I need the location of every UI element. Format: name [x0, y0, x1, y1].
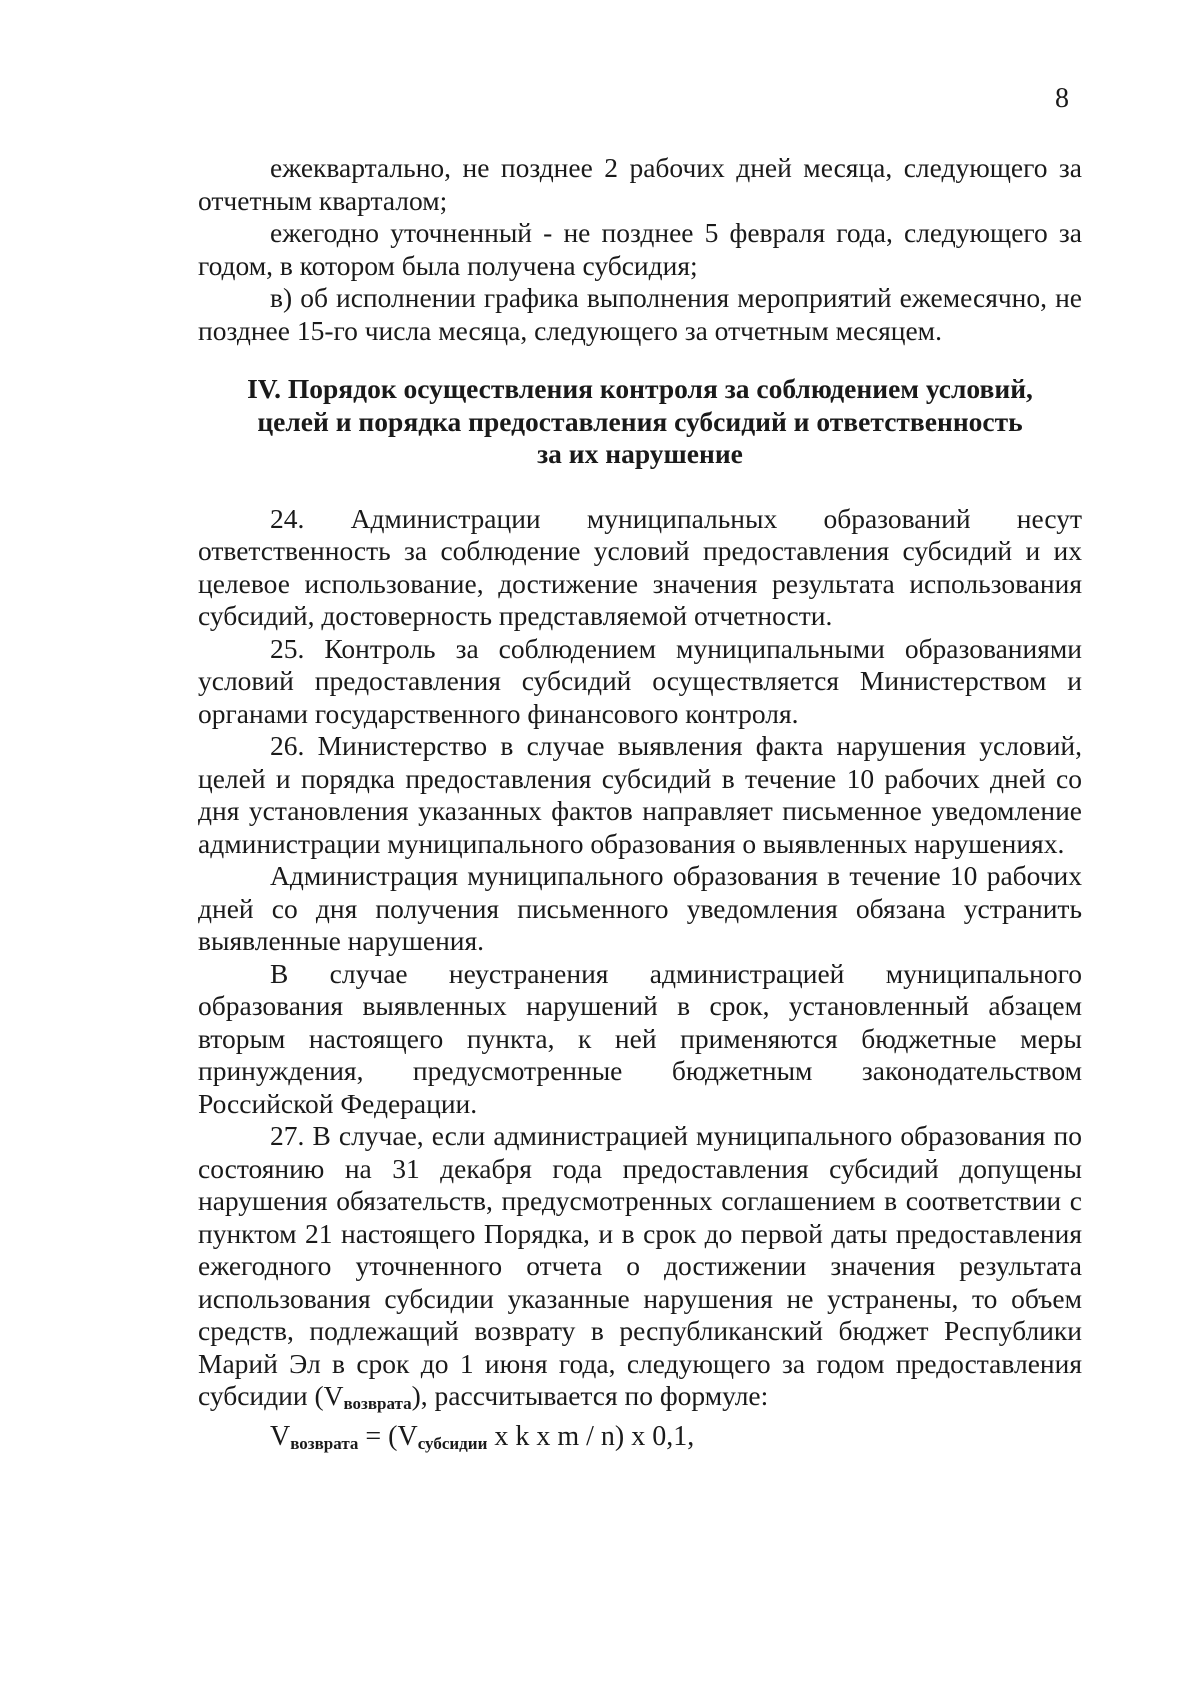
formula-sub-left: возврата — [290, 1433, 359, 1453]
section-heading-line: IV. Порядок осуществления контроля за соблюдением условий, — [247, 373, 1033, 404]
document-body — [198, 152, 1082, 1460]
formula-sub-right: субсидии — [417, 1433, 488, 1453]
paragraph-25: 25. Контроль за соблюдением муниципальными образованиями условий предоставления субсидий осуществляется Министерством и органами государственного финансового контроля. — [198, 632, 1082, 729]
paragraph: ежеквартально, не позднее 2 рабочих дней месяца, следующего за отчетным кварталом; — [198, 152, 1082, 216]
paragraph: ежегодно уточненный - не позднее 5 февраля года, следующего за годом, в котором была получена субсидия; — [198, 217, 1082, 281]
paragraph-24: 24. Администрации муниципальных образований несут ответственность за соблюдение условий предоставления субсидий и их целевое использование, достижение значения результата использования субсидий, достоверность представляемой отчетности. — [198, 502, 1082, 631]
page-number: 8 — [1055, 83, 1069, 114]
formula-v: V — [270, 1420, 291, 1452]
formula-rest: x k x m / n) x 0,1, — [487, 1420, 695, 1452]
paragraph: в) об исполнении графика выполнения мероприятий ежемесячно, не позднее 15-го числа месяца, следующего за отчетным месяцем. — [198, 282, 1082, 346]
section-heading-line: за их нарушение — [537, 438, 743, 469]
formula — [198, 1421, 1082, 1461]
paragraph-27-subscript: возврата — [343, 1394, 412, 1413]
formula-equals: = (V — [358, 1420, 418, 1452]
paragraph: В случае неустранения администрацией муниципального образования выявленных нарушений в срок, установленный абзацем вторым настоящего пункта, к ней применяются бюджетные меры принуждения, предусмотренные бюджетным законодательством Российской Федерации. — [198, 957, 1082, 1119]
paragraph-27 — [198, 1120, 1082, 1421]
paragraph-26: 26. Министерство в случае выявления факта нарушения условий, целей и порядка предоставления субсидий в течение 10 рабочих дней со дня установления указанных фактов направляет письменное уведомление администрации муниципального образования о выявленных нарушениях. — [198, 730, 1082, 859]
section-heading — [198, 373, 1082, 471]
section-heading-line: целей и порядка предоставления субсидий и ответственность — [257, 405, 1023, 437]
paragraph-27-text: 27. В случае, если администрацией муниципального образования по состоянию на 31 декабря года предоставления субсидий допущены нарушения обязательств, предусмотренных соглашением в соответствии с пунктом 21 настоящего Порядка, и в срок до первой даты предоставления ежегодного уточненного отчета о достижении значения результата использования субсидии указанные нарушения не устранены, то объем средств, подлежащий возврату в республиканский бюджет Республики Марий Эл в срок до 1 июня года, следующего за годом предоставления субсидии (V — [198, 1120, 1082, 1411]
paragraph-27-tail: ), рассчитывается по формуле: — [411, 1380, 769, 1411]
paragraph: Администрация муниципального образования в течение 10 рабочих дней со дня получения письменного уведомления обязана устранить выявленные нарушения. — [198, 860, 1082, 956]
